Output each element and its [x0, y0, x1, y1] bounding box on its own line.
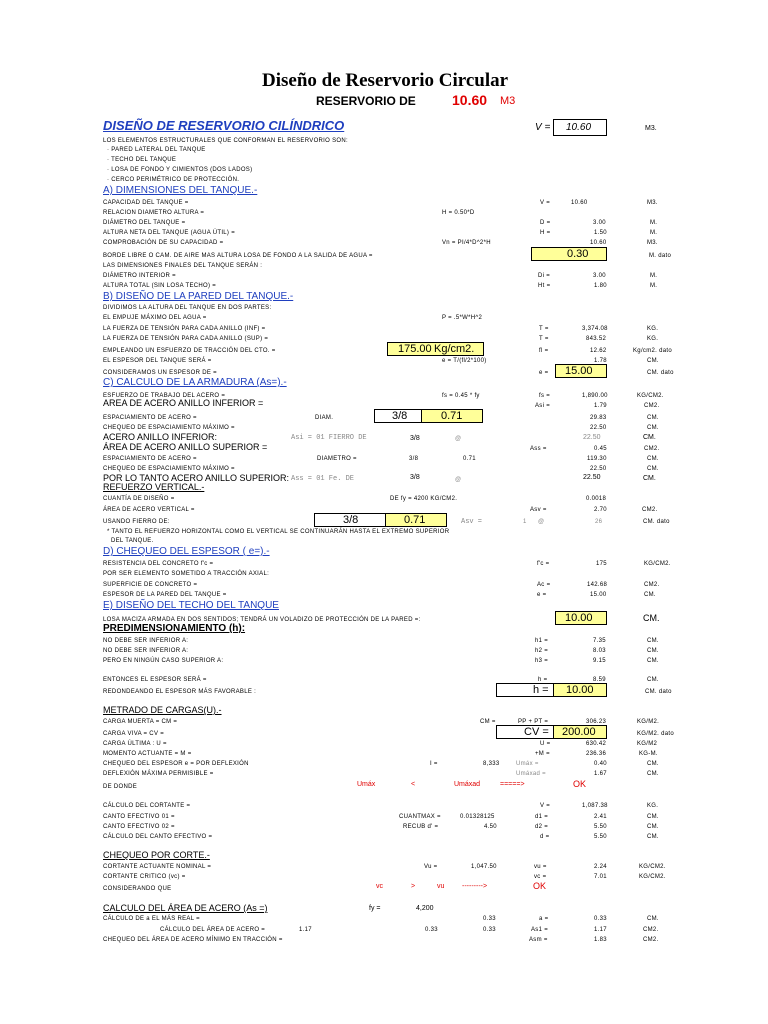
unit: M3.	[647, 240, 658, 246]
unit: CM.	[647, 834, 659, 840]
unit: M3.	[647, 200, 658, 206]
value: 29.83	[590, 415, 607, 421]
value: 7.35	[593, 638, 606, 644]
symbol: T =	[539, 336, 549, 342]
unit: CM2.	[644, 446, 660, 452]
row-label: COMPROBACIÓN DE SU CAPACIDAD =	[103, 240, 224, 246]
unit: CM.	[647, 771, 659, 777]
symbol: @	[455, 436, 462, 442]
value: 4.50	[484, 824, 497, 830]
unit: Kg/cm2. dato	[633, 348, 672, 354]
value: 142.68	[587, 582, 608, 588]
value: 4,200	[416, 905, 434, 912]
row-label: CAPACIDAD DEL TANQUE =	[103, 200, 189, 206]
unit: CM2.	[644, 403, 660, 409]
row-label: DIVIDIMOS LA ALTURA DEL TANQUE EN DOS PARTES:	[103, 305, 272, 311]
unit: M.	[650, 283, 658, 289]
unit: CM.	[647, 466, 659, 472]
unit: KG-M.	[639, 751, 658, 757]
row-label: ALTURA TOTAL (SIN LOSA TECHO) =	[103, 283, 217, 289]
row-label: RELACION DIAMETRO ALTURA =	[103, 210, 205, 216]
value: 630.42	[586, 741, 607, 747]
value: 3/8	[410, 474, 420, 481]
row-label: EL ESPESOR DEL TANQUE SERÁ =	[103, 358, 212, 364]
row-label: CARGA MUERTA = CM =	[103, 719, 178, 725]
unit: M.	[650, 230, 658, 236]
value: 7.01	[594, 874, 607, 880]
subheading: CHEQUEO POR CORTE.-	[103, 850, 210, 860]
check-text: >	[411, 883, 416, 890]
formula: H = 0.50*D	[442, 210, 475, 216]
formula: Vn = PI/4*D^2*H	[442, 240, 491, 246]
v-value: 10.60	[566, 122, 592, 133]
symbol: I =	[430, 761, 438, 767]
formula: e = T/(fl/2*100)	[442, 358, 487, 364]
value: 10.00	[566, 684, 594, 696]
formula: RECUB d' =	[403, 824, 439, 830]
unit: CM2.	[644, 582, 660, 588]
symbol: As1 =	[531, 927, 549, 933]
value: 175	[596, 561, 607, 567]
subtitle: RESERVORIO DE	[316, 94, 416, 108]
unit: KG/CM2.	[639, 864, 666, 870]
value: 8.59	[593, 677, 606, 683]
row-label: CANTO EFECTIVO 01 =	[103, 814, 175, 820]
row-label: ESPACIAMIENTO DE ACERO =	[103, 415, 197, 421]
subheading: CALCULO DEL ÁREA DE ACERO (As =)	[103, 903, 268, 913]
value: 1.17	[299, 927, 312, 933]
value: 8.03	[593, 648, 606, 654]
symbol: V =	[540, 803, 551, 809]
value: 9.15	[593, 658, 606, 664]
section-c-title: C) CALCULO DE LA ARMADURA (As=).-	[103, 377, 287, 388]
section-a-title: A) DIMENSIONES DEL TANQUE.-	[103, 185, 258, 196]
unit: CM.	[647, 658, 659, 664]
unit: CM.	[647, 415, 659, 421]
section-e-title: E) DISEÑO DEL TECHO DEL TANQUE	[103, 600, 279, 611]
row-label: CÁLCULO DEL CANTO EFECTIVO =	[103, 834, 213, 840]
row-label: ESPACIAMIENTO DE ACERO =	[103, 456, 197, 462]
row-label: CARGA VIVA = CV =	[103, 731, 165, 737]
value: 22.50	[590, 425, 607, 431]
symbol: Umáxad =	[516, 771, 546, 777]
check-text: =====>	[500, 781, 525, 788]
value: 22.50	[590, 466, 607, 472]
unit: CM. dato	[643, 519, 670, 525]
section-d-title: D) CHEQUEO DEL ESPESOR ( e=).-	[103, 546, 270, 557]
row-label: ÁREA DE ACERO VERTICAL =	[103, 507, 195, 513]
formula: DE fy = 4200 KG/CM2.	[390, 496, 458, 502]
value: 1.50	[594, 230, 607, 236]
row-label: ACERO ANILLO INFERIOR:	[103, 432, 218, 442]
value: 5.50	[594, 834, 607, 840]
row-label: CONSIDERAMOS UN ESPESOR DE =	[103, 370, 217, 376]
unit: CM2.	[643, 937, 659, 943]
value: 1	[523, 519, 527, 525]
value: 3/8	[343, 514, 359, 526]
row-label: CANTO EFECTIVO 02 =	[103, 824, 175, 830]
symbol: vu =	[534, 864, 547, 870]
value: 306.23	[586, 719, 607, 725]
row-label: ESPESOR DE LA PARED DEL TANQUE =	[103, 592, 227, 598]
symbol: d2 =	[535, 824, 549, 830]
element-item: · PARED LATERAL DEL TANQUE	[107, 147, 206, 153]
check-ok: OK	[533, 881, 547, 891]
formula: P = .5*W*H^2	[442, 315, 483, 321]
row-label: ALTURA NETA DEL TANQUE (AGUA ÚTIL) =	[103, 230, 235, 236]
value: 0.33	[483, 916, 496, 922]
value: 15.00	[565, 365, 593, 377]
unit: CM.	[643, 434, 656, 441]
element-item: · CERCO PERIMÉTRICO DE PROTECCIÓN.	[107, 177, 240, 183]
unit: CM.	[647, 824, 659, 830]
value: 1.17	[594, 927, 607, 933]
row-label: RESISTENCIA DEL CONCRETO f'c =	[103, 561, 214, 567]
row-label: ESFUERZO DE TRABAJO DEL ACERO =	[103, 393, 226, 399]
value: 8,333	[483, 761, 500, 767]
symbol: fs =	[539, 393, 551, 399]
value: 2.70	[594, 507, 607, 513]
value: 5.50	[594, 824, 607, 830]
formula: Ass = 01 Fe. DE	[291, 475, 355, 483]
symbol: vc =	[534, 874, 547, 880]
unit: KG/M2.	[637, 719, 660, 725]
formula: CUANTMAX =	[399, 814, 441, 820]
v-label: V =	[535, 122, 551, 133]
value: 0.45	[594, 446, 607, 452]
row-label: NO DEBE SER INFERIOR A:	[103, 648, 189, 654]
row-label: BORDE LIBRE O CAM. DE AIRE MAS ALTURA LOSA DE FONDO A LA SALIDA DE AGUA =	[103, 253, 373, 259]
symbol: Umáx =	[516, 761, 539, 767]
row-label: CÁLCULO DE a EL MÁS REAL =	[103, 916, 200, 922]
formula: fs = 0.45 * fy	[442, 393, 480, 399]
row-label: CHEQUEO DE ESPACIAMIENTO MÁXIMO =	[103, 425, 235, 431]
unit: CM.	[647, 916, 659, 922]
symbol: h2 =	[535, 648, 549, 654]
row-label: POR LO TANTO ACERO ANILLO SUPERIOR:	[103, 473, 290, 483]
capacity-value: 10.60	[452, 92, 488, 108]
unit: KG.	[647, 803, 659, 809]
row-label: CÁLCULO DEL ÁREA DE ACERO =	[160, 927, 266, 933]
unit: M. dato	[649, 253, 672, 259]
unit: KG.	[647, 336, 659, 342]
value: 0.33	[425, 927, 438, 933]
value: 10.60	[571, 200, 588, 206]
page-title: Diseño de Reservorio Circular	[262, 70, 509, 91]
value: 1.79	[594, 403, 607, 409]
row-label: USANDO FIERRO DE:	[103, 519, 170, 525]
value: 15.00	[590, 592, 607, 598]
row-label: NO DEBE SER INFERIOR A:	[103, 638, 189, 644]
unit: CM.	[643, 613, 660, 623]
check-text: vu	[437, 883, 445, 890]
symbol: Ass =	[530, 446, 547, 452]
value: 1,047.50	[471, 864, 497, 870]
unit: CM.	[647, 648, 659, 654]
unit: CM.	[647, 638, 659, 644]
value: 0.40	[594, 761, 607, 767]
value: 3/8	[409, 456, 419, 462]
symbol: f'c =	[537, 561, 550, 567]
row-label: AREA DE ACERO ANILLO INFERIOR =	[103, 398, 264, 408]
row-label: POR SER ELEMENTO SOMETIDO A TRACCIÓN AXIAL:	[103, 571, 270, 577]
value: 22.50	[583, 434, 601, 441]
unit: KG/CM2.	[637, 393, 664, 399]
diam-label: DIAMETRO =	[317, 456, 357, 462]
symbol: h1 =	[535, 638, 549, 644]
value: 0.33	[483, 927, 496, 933]
value: 1.80	[594, 283, 607, 289]
row-label: CORTANTE ACTUANTE NOMINAL =	[103, 864, 212, 870]
value: 0.0018	[586, 496, 607, 502]
value: 0.71	[463, 456, 476, 462]
row-label: CÁLCULO DEL CORTANTE =	[103, 803, 191, 809]
value: 236.36	[586, 751, 607, 757]
unit: CM.	[647, 358, 659, 364]
symbol: CM =	[480, 719, 496, 725]
value: 0.71	[404, 514, 426, 526]
value: 2.41	[594, 814, 607, 820]
value: 10.00	[565, 612, 593, 624]
row-label: CONSIDERANDO QUE	[103, 886, 172, 892]
row-label: DIÁMETRO INTERIOR =	[103, 273, 176, 279]
unit: M.	[650, 273, 658, 279]
value: 12.62	[590, 348, 607, 354]
value: 10.60	[590, 240, 607, 246]
row-label: DEFLEXIÓN MÁXIMA PERMISIBLE =	[103, 771, 214, 777]
value: 1,890.00	[582, 393, 608, 399]
symbol: Vu =	[424, 864, 438, 870]
unit: CM. dato	[647, 370, 674, 376]
row-label: CHEQUEO DEL ÁREA DE ACERO MÍNIMO EN TRACCIÓN =	[103, 937, 283, 943]
element-item: · TECHO DEL TANQUE	[107, 157, 177, 163]
row-label: LOSA MACIZA ARMADA EN DOS SENTIDOS; TENDRÁ UN VOLADIZO DE PROTECCIÓN DE LA PARED =:	[103, 617, 421, 623]
value: 175.00	[398, 343, 432, 355]
intro-text: LOS ELEMENTOS ESTRUCTURALES QUE CONFORMAN EL RESERVORIO SON:	[103, 138, 348, 144]
check-text: Umáxad	[454, 781, 481, 788]
value: 0.71	[441, 410, 463, 422]
row-label: CHEQUEO DE ESPACIAMIENTO MÁXIMO =	[103, 466, 235, 472]
value: 843.52	[586, 336, 607, 342]
row-label: LAS DIMENSIONES FINALES DEL TANQUE SERÁN :	[103, 263, 263, 269]
symbol: Asm =	[529, 937, 548, 943]
row-label: SUPERFICIE DE CONCRETO =	[103, 582, 198, 588]
symbol: a =	[539, 916, 549, 922]
element-item: · LOSA DE FONDO Y CIMIENTOS (DOS LADOS)	[107, 167, 253, 173]
unit: KG/M2. dato	[637, 731, 674, 737]
value: 119.30	[587, 456, 607, 462]
value: 0.30	[567, 248, 589, 260]
unit: KG/CM2.	[644, 561, 671, 567]
row-label: EL EMPUJE MÁXIMO DEL AGUA =	[103, 315, 207, 321]
value: 1.78	[594, 358, 607, 364]
value: 0.01328125	[460, 814, 495, 820]
capacity-unit: M3	[500, 95, 516, 107]
symbol: d =	[540, 834, 550, 840]
row-label: LA FUERZA DE TENSIÓN PARA CADA ANILLO (SUP) =	[103, 336, 269, 342]
symbol: @	[455, 477, 462, 483]
value: 1,087.38	[582, 803, 608, 809]
symbol: CV =	[524, 726, 549, 738]
symbol: Di =	[538, 273, 551, 279]
value: 3/8	[392, 410, 408, 422]
unit: CM.	[647, 761, 659, 767]
diam-label: DIAM.	[315, 415, 334, 421]
symbol: fl =	[539, 348, 549, 354]
symbol: d1 =	[535, 814, 549, 820]
row-label: PERO EN NINGÚN CASO SUPERIOR A:	[103, 658, 224, 664]
symbol: fy =	[369, 905, 381, 912]
note: DEL TANQUE.	[111, 538, 154, 544]
subheading: METRADO DE CARGAS(U).-	[103, 705, 222, 715]
symbol: H =	[540, 230, 551, 236]
row-label: CHEQUEO DEL ESPESOR e = POR DEFLEXIÓN	[103, 761, 249, 767]
row-label: CARGA ÚLTIMA : U =	[103, 741, 167, 747]
symbol: V =	[540, 200, 551, 206]
symbol: D =	[540, 220, 551, 226]
v-unit: M3.	[645, 125, 657, 132]
check-text: vc	[376, 883, 383, 890]
section-b-title: B) DISEÑO DE LA PARED DEL TANQUE.-	[103, 291, 294, 302]
symbol: h3 =	[535, 658, 549, 664]
formula: Asv =	[461, 518, 483, 526]
row-label: LA FUERZA DE TENSIÓN PARA CADA ANILLO (INF) =	[103, 326, 266, 332]
row-label: ENTONCES EL ESPESOR SERÁ =	[103, 677, 207, 683]
unit: CM.	[647, 677, 659, 683]
symbol: Ht =	[538, 283, 551, 289]
unit: M.	[650, 220, 658, 226]
row-label: DIÁMETRO DEL TANQUE =	[103, 220, 186, 226]
symbol: e =	[539, 370, 549, 376]
value: 0.33	[594, 916, 607, 922]
unit: CM. dato	[645, 689, 672, 695]
unit: KG.	[647, 326, 659, 332]
check-text: Umáx	[357, 781, 376, 788]
unit: CM2.	[643, 927, 659, 933]
symbol: PP + PT =	[518, 719, 549, 725]
row-label: EMPLEANDO UN ESFUERZO DE TRACCIÓN DEL CTO. =	[103, 348, 276, 354]
check-text: <	[411, 781, 416, 788]
value: 2.24	[594, 864, 607, 870]
value: 1.67	[594, 771, 607, 777]
formula: Asi = 01 FIERRO DE	[291, 434, 367, 442]
value: 3.00	[593, 273, 606, 279]
check-text: --------->	[462, 883, 488, 890]
row-label: DE DONDE	[103, 784, 138, 790]
note: * TANTO EL REFUERZO HORIZONTAL COMO EL VERTICAL SE CONTINUARÁN HASTA EL EXTREMO SUPERIOR	[107, 529, 450, 535]
unit: CM.	[647, 814, 659, 820]
subheading: PREDIMENSIONAMIENTO (h):	[103, 623, 246, 634]
value: 3,374.08	[582, 326, 608, 332]
value: 3.00	[593, 220, 606, 226]
symbol: T =	[539, 326, 549, 332]
unit: CM.	[643, 475, 656, 482]
row-label: CORTANTE CRITICO (vc) =	[103, 874, 186, 880]
symbol: Asv =	[530, 507, 547, 513]
value: 200.00	[562, 726, 596, 738]
row-label: MOMENTO ACTUANTE = M =	[103, 751, 192, 757]
symbol: e =	[537, 592, 547, 598]
unit: CM.	[647, 456, 659, 462]
subheading: REFUERZO VERTICAL.-	[103, 482, 205, 492]
value: 3/8	[410, 435, 420, 442]
row-label: REDONDEANDO EL ESPESOR MÁS FAVORABLE :	[103, 689, 257, 695]
value: 26	[595, 519, 603, 525]
symbol: +M =	[535, 751, 550, 757]
unit: Kg/cm2.	[434, 343, 475, 355]
symbol: Asi =	[535, 403, 551, 409]
value: 1.83	[594, 937, 607, 943]
main-heading: DISEÑO DE RESERVORIO CILÍNDRICO	[103, 118, 345, 133]
check-ok: OK	[573, 779, 587, 789]
unit: KG/M2	[637, 741, 658, 747]
unit: CM.	[644, 592, 656, 598]
symbol: h =	[538, 677, 548, 683]
row-label: CUANTÍA DE DISEÑO =	[103, 496, 175, 502]
unit: CM.	[647, 425, 659, 431]
unit: KG/CM2.	[639, 874, 666, 880]
symbol: @	[538, 519, 545, 525]
symbol: U =	[540, 741, 551, 747]
unit: CM2.	[642, 507, 658, 513]
value: 22.50	[583, 474, 601, 481]
symbol: Ac =	[537, 582, 551, 588]
symbol: h =	[533, 684, 549, 696]
row-label: ÁREA DE ACERO ANILLO SUPERIOR =	[103, 442, 268, 452]
